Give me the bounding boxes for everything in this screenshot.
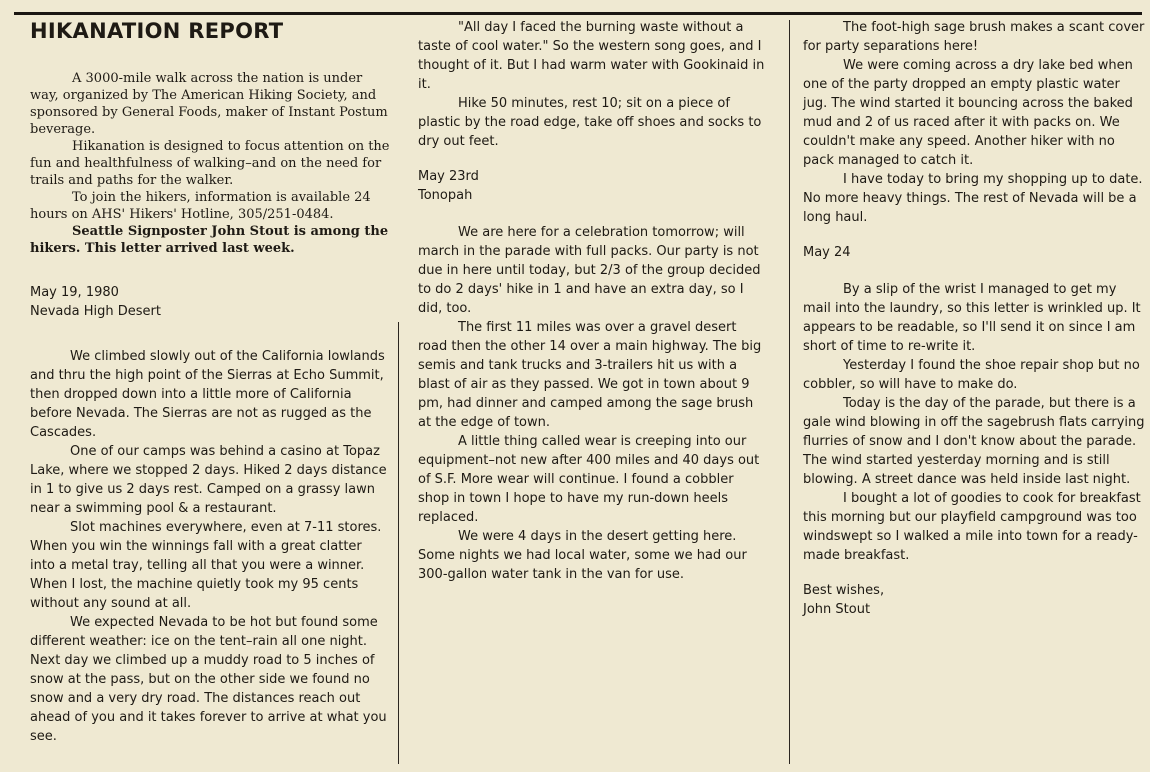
intro-paragraph: Seattle Signposter John Stout is among the hikers. This letter arrived last week. bbox=[30, 224, 389, 256]
column-3 bbox=[803, 18, 1148, 619]
paragraph: We climbed slowly out of the California lowlands and thru the high point of the Sierras at Echo Summit, then dropped down into a little more of California before Nevada. The Sierras are not as rugged as the Cascades. bbox=[30, 349, 385, 440]
entry-date: May 23rd bbox=[418, 169, 479, 184]
paragraph: Hike 50 minutes, rest 10; sit on a piece of plastic by the road edge, take off shoes and socks to dry out feet. bbox=[418, 96, 762, 149]
paragraph: I have today to bring my shopping up to date. No more heavy things. The rest of Nevada will be a long haul. bbox=[803, 172, 1143, 225]
entry-place: Tonopah bbox=[418, 188, 473, 203]
top-rule bbox=[14, 12, 1142, 15]
paragraph: We were coming across a dry lake bed when one of the party dropped an empty plastic water jug. The wind started it bouncing across the baked mud and 2 of us raced after it with packs on. We couldn't make any speed. Another hiker with no pack managed to catch it. bbox=[803, 58, 1133, 168]
paragraph: By a slip of the wrist I managed to get my mail into the laundry, so this letter is wrinkled up. It appears to be readable, so I'll send it on since I am short of time to re-write it. bbox=[803, 282, 1141, 354]
paragraph: A little thing called wear is creeping into our equipment–not new after 400 miles and 40 days out of S.F. More wear will continue. I found a cobbler shop in town I hope to have my run-down heels replaced. bbox=[418, 434, 760, 525]
column-2 bbox=[418, 18, 768, 584]
entry-place: Nevada High Desert bbox=[30, 304, 161, 319]
paragraph: One of our camps was behind a casino at Topaz Lake, where we stopped 2 days. Hiked 2 days distance in 1 to give us 2 days rest. Camped on a grassy lawn near a swimming pool & a restaurant. bbox=[30, 444, 387, 516]
paragraph: We were 4 days in the desert getting here. Some nights we had local water, some we had our 300-gallon water tank in the van for use. bbox=[418, 529, 747, 582]
intro-paragraph: A 3000-mile walk across the nation is under way, organized by The American Hiking Society, and sponsored by General Foods, maker of Instant Postum beverage. bbox=[30, 71, 388, 137]
entry-date: May 24 bbox=[803, 245, 851, 260]
paragraph: The first 11 miles was over a gravel desert road then the other 14 over a main highway. The big semis and tank trucks and 3-trailers hit us with a blast of air as they passed. We got in town about 9 pm, had dinner and camped among the sage brush at the edge of town. bbox=[418, 320, 762, 430]
intro bbox=[30, 70, 390, 257]
column-rule bbox=[789, 20, 790, 764]
column-1 bbox=[30, 18, 390, 746]
paragraph: We expected Nevada to be hot but found some different weather: ice on the tent–rain all one night. Next day we climbed up a muddy road to 5 inches of snow at the pass, but on the other side we found no snow and a very dry road. The distances reach out ahead of you and it takes forever to arrive at what you see. bbox=[30, 615, 387, 744]
paragraph: I bought a lot of goodies to cook for breakfast this morning but our playfield campground was too windswept so I walked a mile into town for a ready-made breakfast. bbox=[803, 491, 1141, 563]
closing: Best wishes, bbox=[803, 583, 885, 598]
paragraph: Today is the day of the parade, but there is a gale wind blowing in off the sagebrush flats carrying flurries of snow and I don't know about the parade. The wind started yesterday morning and is still blowing. A street dance was held inside last night. bbox=[803, 396, 1145, 487]
paragraph: "All day I faced the burning waste without a taste of cool water." So the western song goes, and I thought of it. But I had warm water with Gookinaid in it. bbox=[418, 20, 765, 92]
intro-paragraph: To join the hikers, information is available 24 hours on AHS' Hikers' Hotline, 305/251-0484. bbox=[30, 190, 371, 222]
paragraph: Yesterday I found the shoe repair shop but no cobbler, so will have to make do. bbox=[803, 358, 1140, 392]
paragraph: We are here for a celebration tomorrow; will march in the parade with full packs. Our party is not due in here until today, but 2/3 of the group decided to do 2 days' hike in 1 and have an extra day, so I did, too. bbox=[418, 225, 761, 316]
column-rule bbox=[398, 322, 399, 764]
paragraph: The foot-high sage brush makes a scant cover for party separations here! bbox=[803, 20, 1145, 54]
entry-date: May 19, 1980 bbox=[30, 285, 119, 300]
paragraph: Slot machines everywhere, even at 7-11 stores. When you win the winnings fall with a great clatter into a metal tray, telling all that you were a winner. When I lost, the machine quietly took my 95 cents without any sound at all. bbox=[30, 520, 382, 611]
headline: HIKANATION REPORT bbox=[30, 19, 284, 43]
intro-paragraph: Hikanation is designed to focus attention on the fun and healthfulness of walking–and on the need for trails and paths for the walker. bbox=[30, 139, 390, 188]
signature: John Stout bbox=[803, 602, 871, 617]
